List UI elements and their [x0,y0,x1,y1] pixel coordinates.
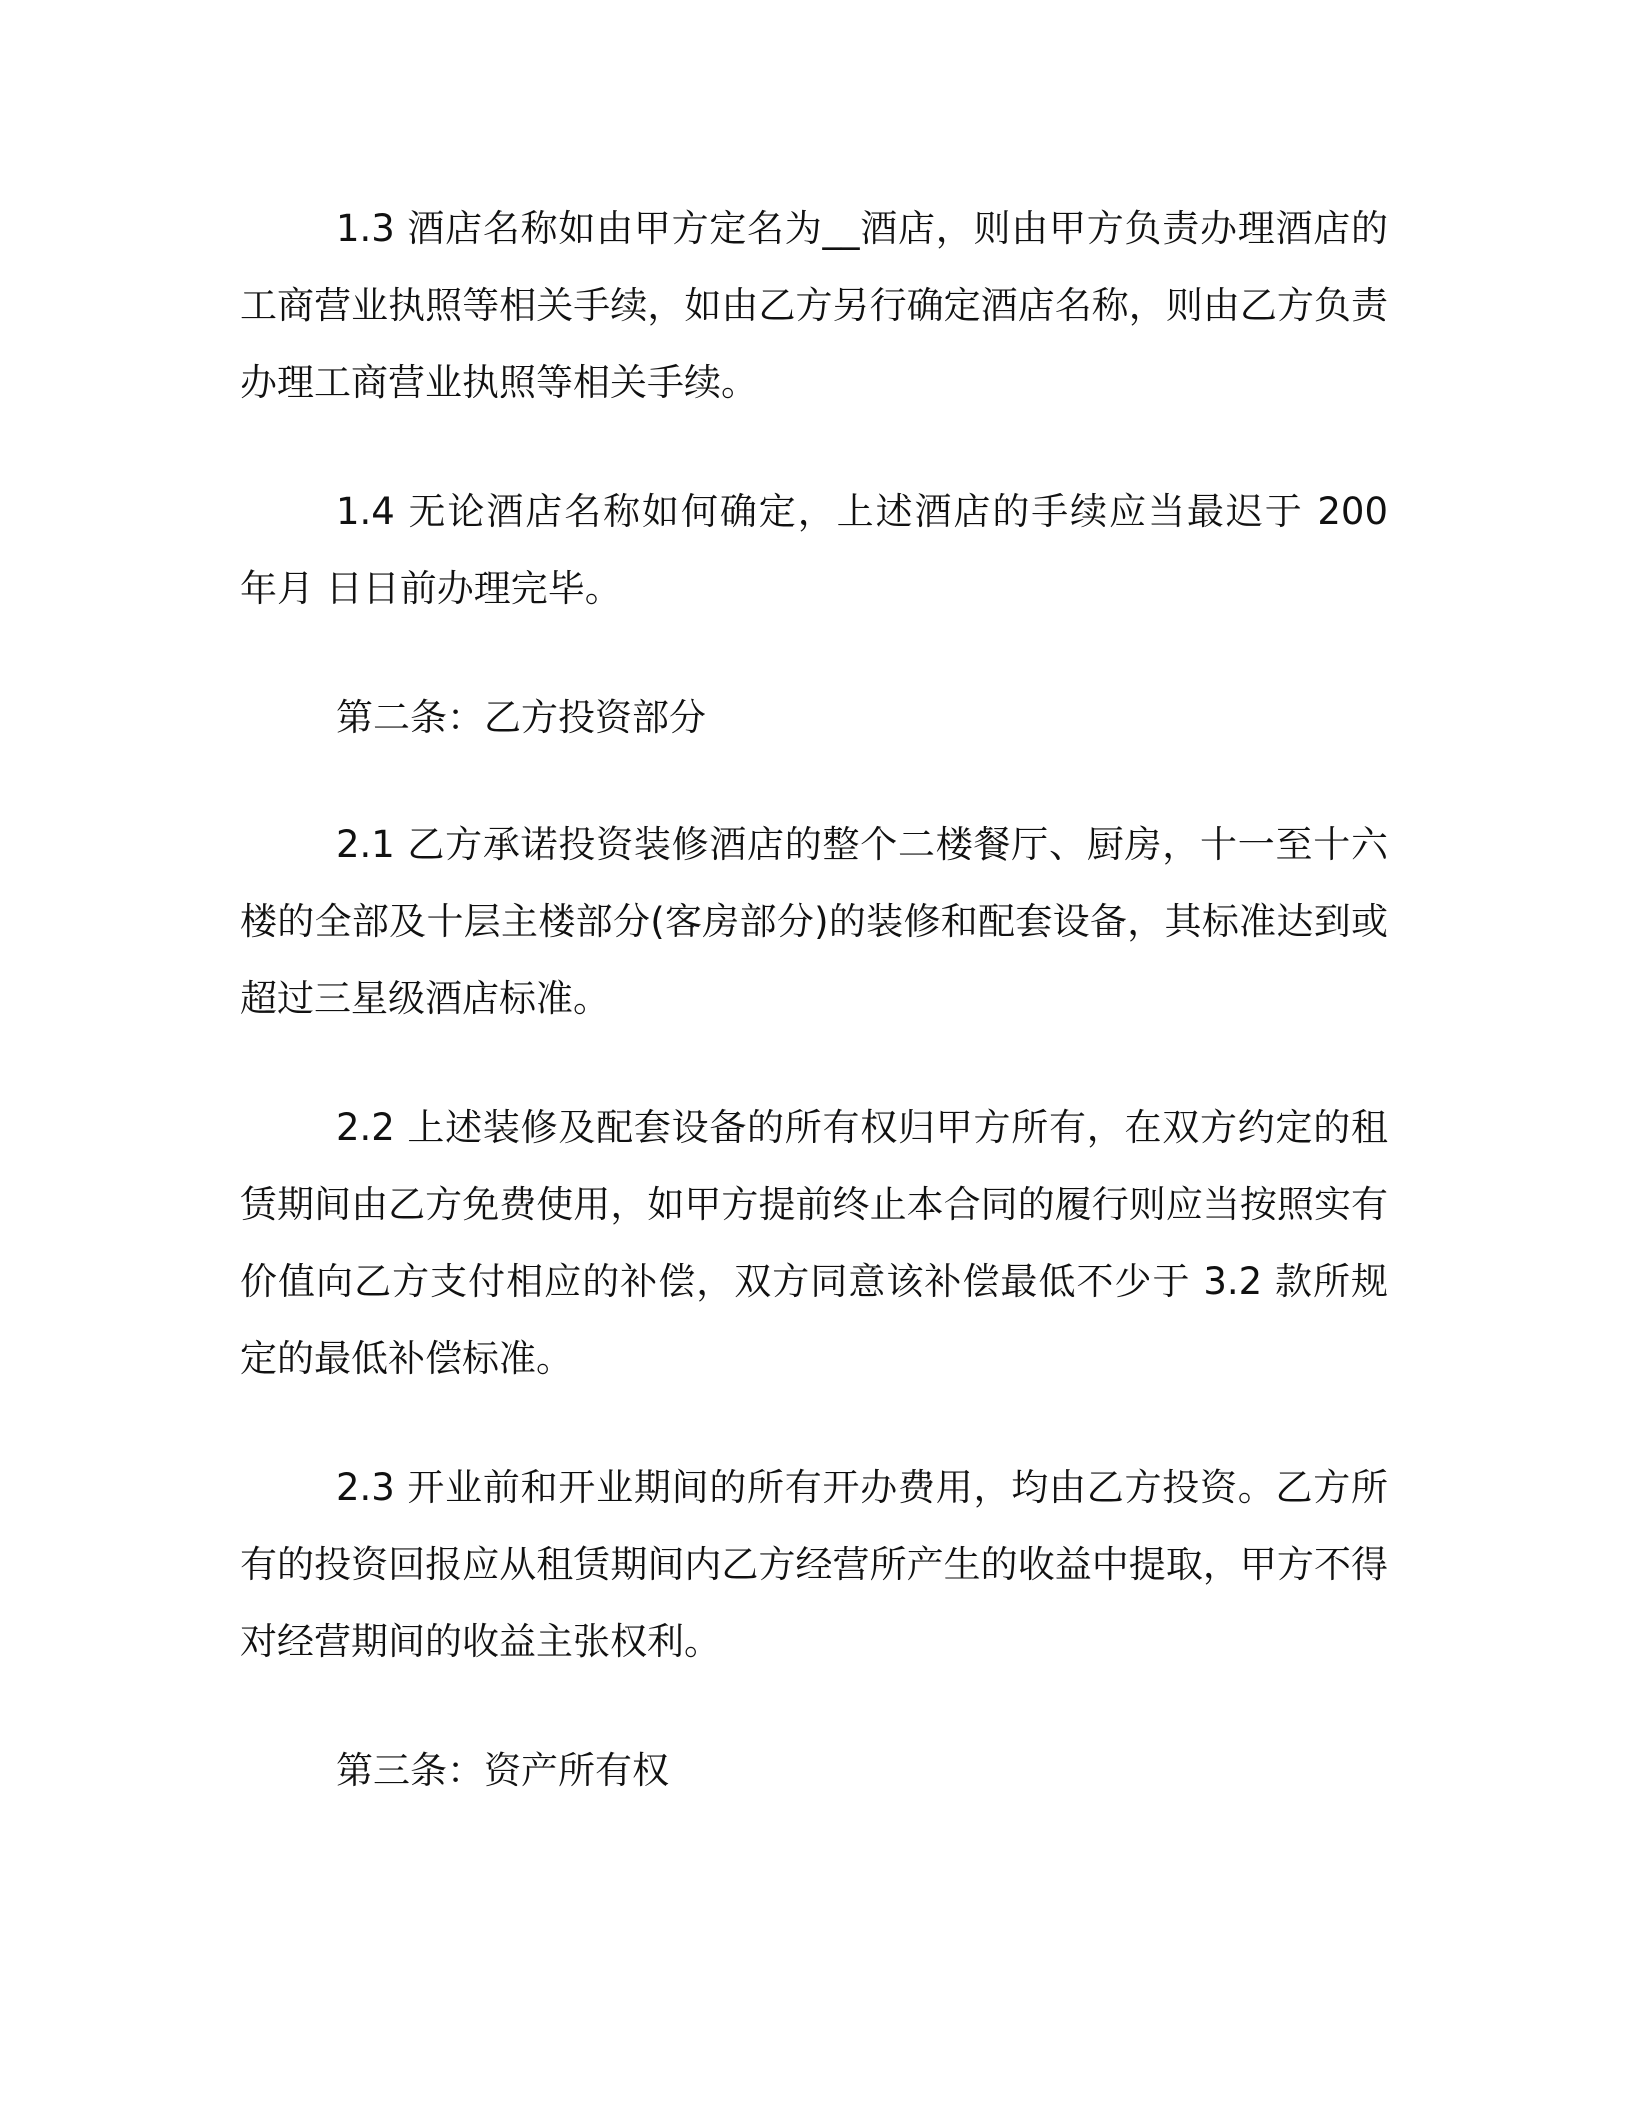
article-3-heading: 第三条：资产所有权 [336,1749,669,1792]
document-body [240,190,1388,1859]
clause-1-3: 1.3 酒店名称如由甲方定名为__酒店，则由甲方负责办理酒店的工商营业执照等相关手续，如由乙方另行确定酒店名称，则由乙方负责办理工商营业执照等相关手续。 [240,207,1388,404]
clause-2-1: 2.1 乙方承诺投资装修酒店的整个二楼餐厅、厨房，十一至十六楼的全部及十层主楼部分(客房部分)的装修和配套设备，其标准达到或超过三星级酒店标准。 [240,823,1388,1020]
clause-2-3: 2.3 开业前和开业期间的所有开办费用，均由乙方投资。乙方所有的投资回报应从租赁期间内乙方经营所产生的收益中提取，甲方不得对经营期间的收益主张权利。 [240,1466,1388,1663]
clause-1-4: 1.4 无论酒店名称如何确定，上述酒店的手续应当最迟于 200 年月 日日前办理完毕。 [240,490,1388,610]
clause-2-2: 2.2 上述装修及配套设备的所有权归甲方所有，在双方约定的租赁期间由乙方免费使用，如甲方提前终止本合同的履行则应当按照实有价值向乙方支付相应的补偿，双方同意该补偿最低不少于 3.2 款所规定的最低补偿标准。 [240,1106,1388,1380]
article-2-heading: 第二条：乙方投资部分 [336,696,706,739]
